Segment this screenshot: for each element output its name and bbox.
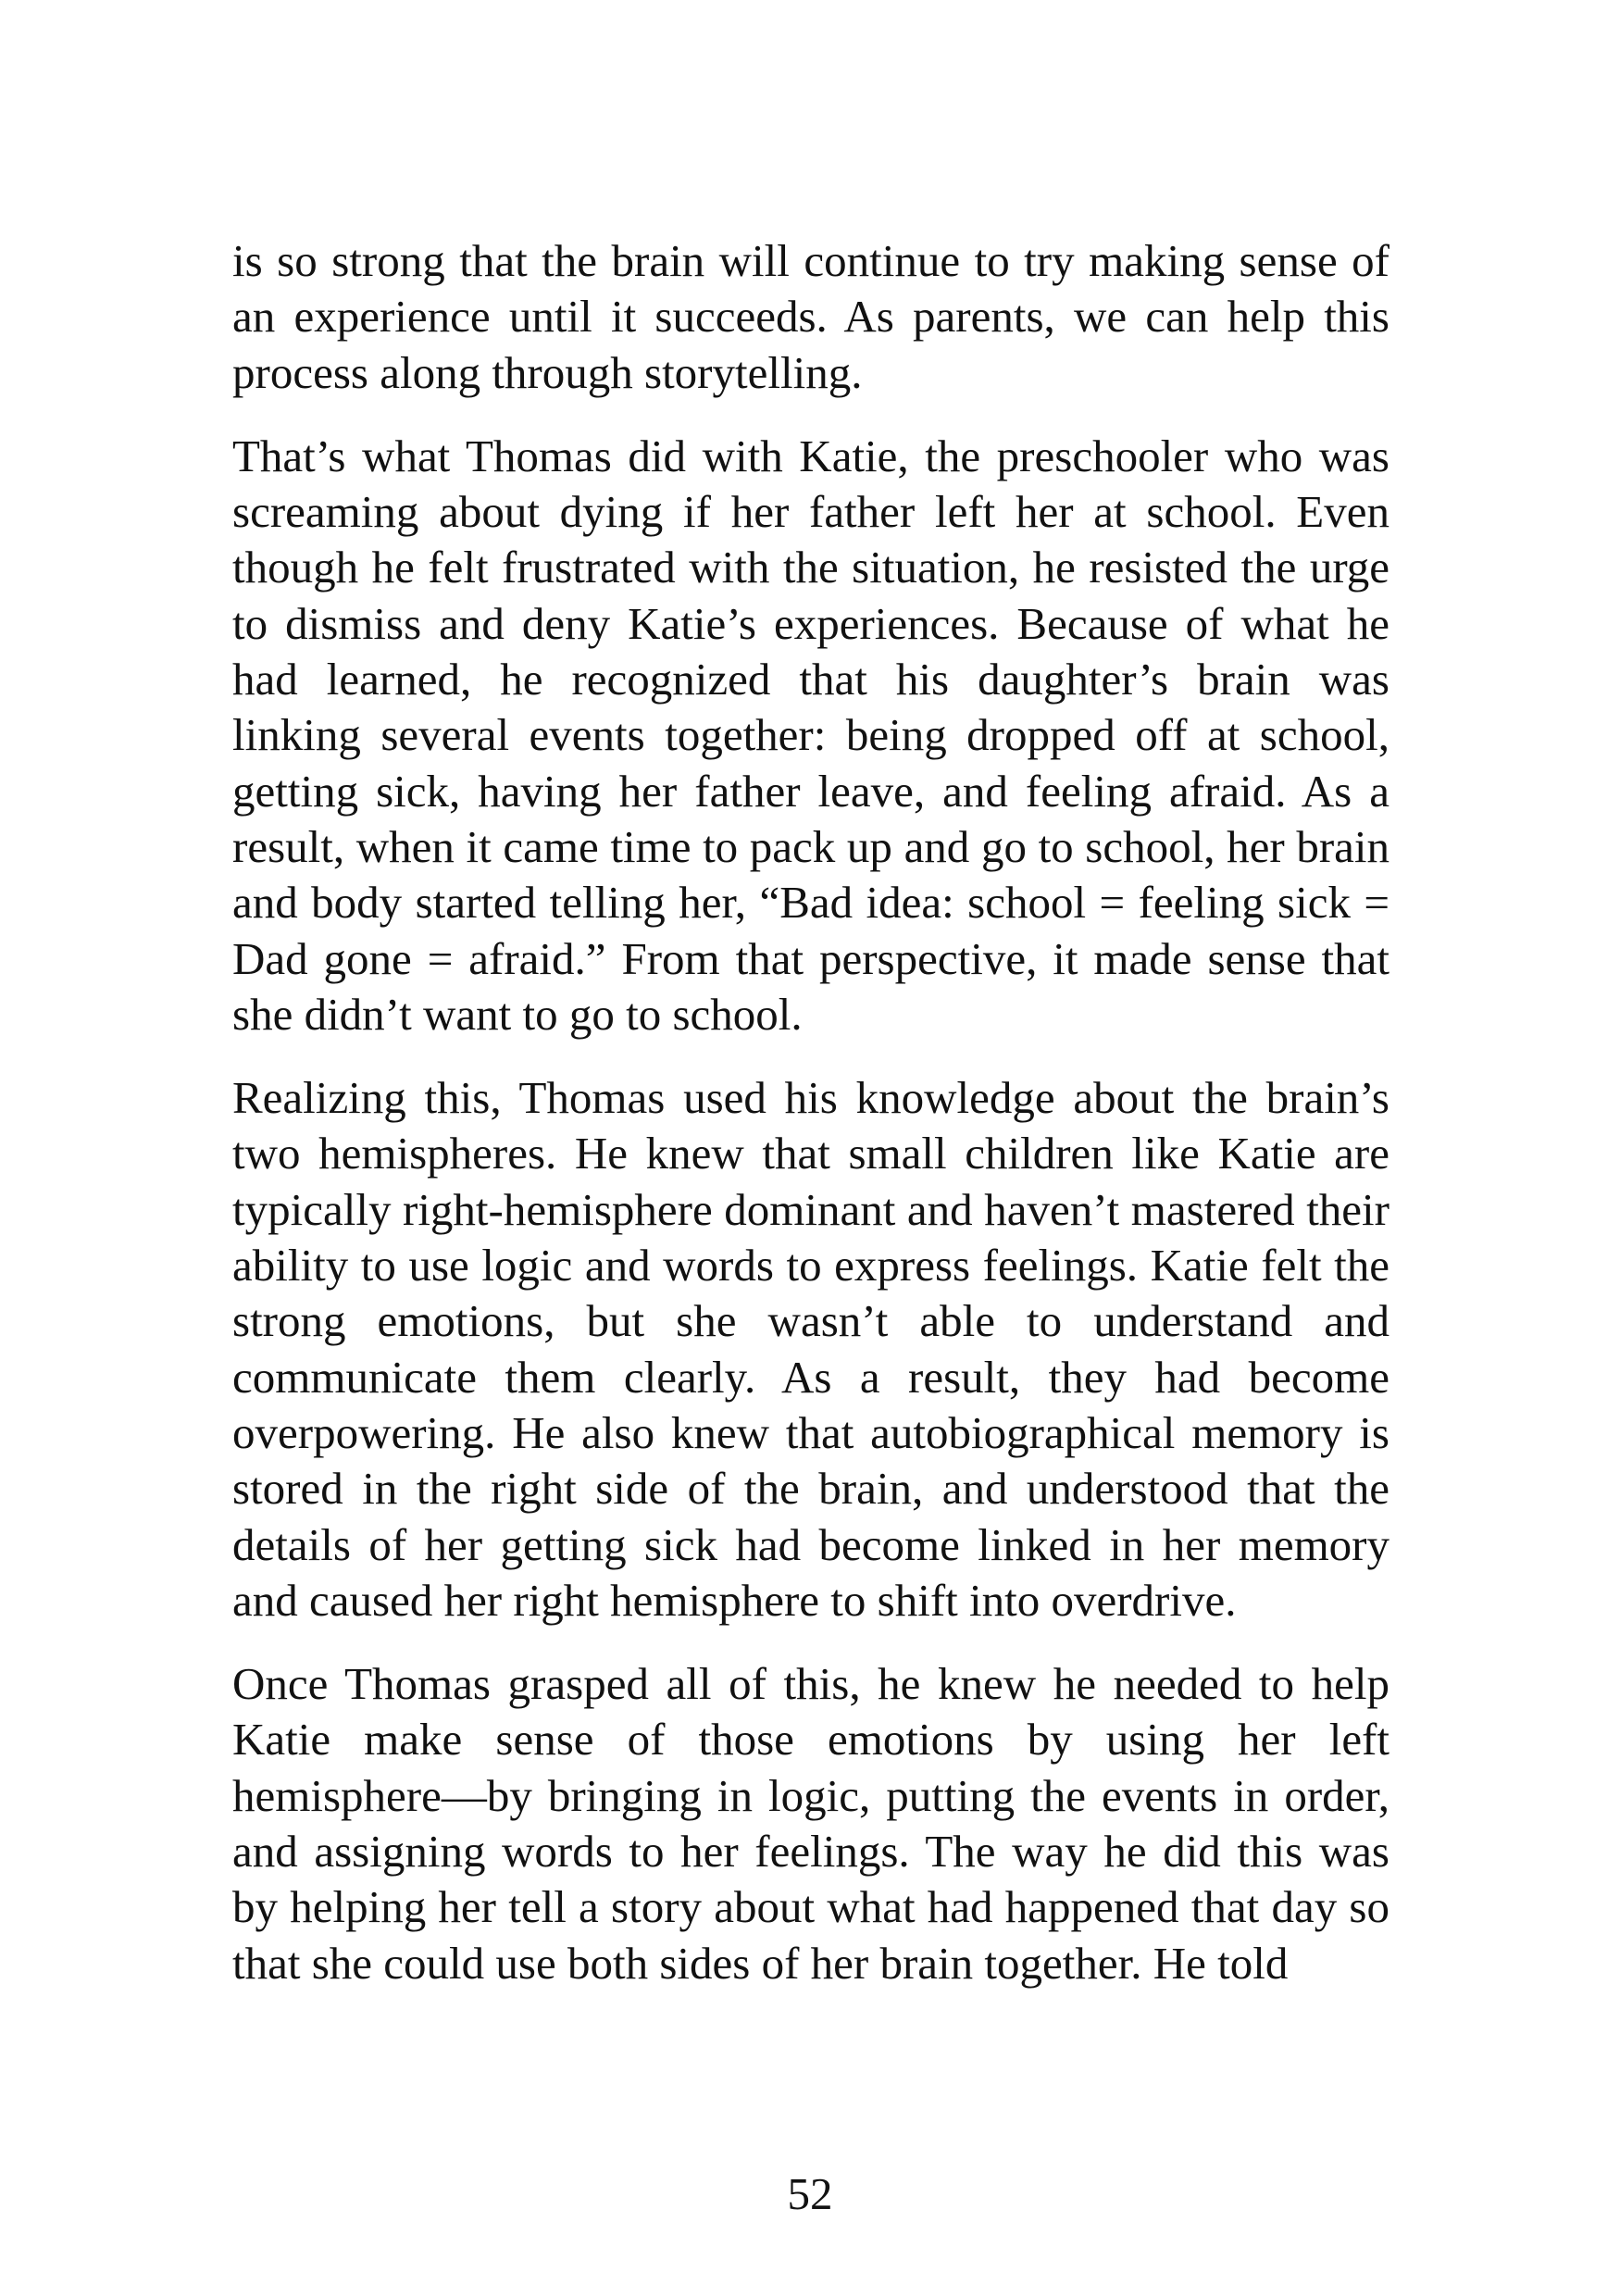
paragraph-1: is so strong that the brain will continue to try making sense of an experience until it succeeds. As parents, we can help this process along through storytelling. [232, 235, 1389, 398]
paragraph-4: Once Thomas grasped all of this, he knew he needed to help Katie make sense of those emotions by using her left hemisphere—by bringing in logic, putting the events in order, and assigning words to her feelings. The way he did this was by helping her tell a story about what had happened that day so that she could use both sides of her brain together. He told [232, 1658, 1389, 1989]
page-number: 52 [787, 2168, 833, 2219]
body-text [232, 233, 1389, 1991]
paragraph-2: That’s what Thomas did with Katie, the preschooler who was screaming about dying if her father left her at school. Even though he felt frustrated with the situation, he resisted the urge to dismiss and deny Katie’s experiences. Because of what he had learned, he recognized that his daughter’s brain was linking several events together: being dropped off at school, getting sick, having her father leave, and feeling afraid. As a result, when it came time to pack up and go to school, her brain and body started telling her, “Bad idea: school = feeling sick = Dad gone = afraid.” From that perspective, it made sense that she didn’t want to go to school. [232, 430, 1389, 1040]
paragraph-3: Realizing this, Thomas used his knowledge about the brain’s two hemispheres. He knew that small children like Katie are typically right-hemisphere dominant and haven’t mastered their ability to use logic and words to express feelings. Katie felt the strong emotions, but she wasn’t able to understand and communicate them clearly. As a result, they had become overpowering. He also knew that autobiographical memory is stored in the right side of the brain, and understood that the details of her getting sick had become linked in her memory and caused her right hemisphere to shift into overdrive. [232, 1072, 1389, 1626]
